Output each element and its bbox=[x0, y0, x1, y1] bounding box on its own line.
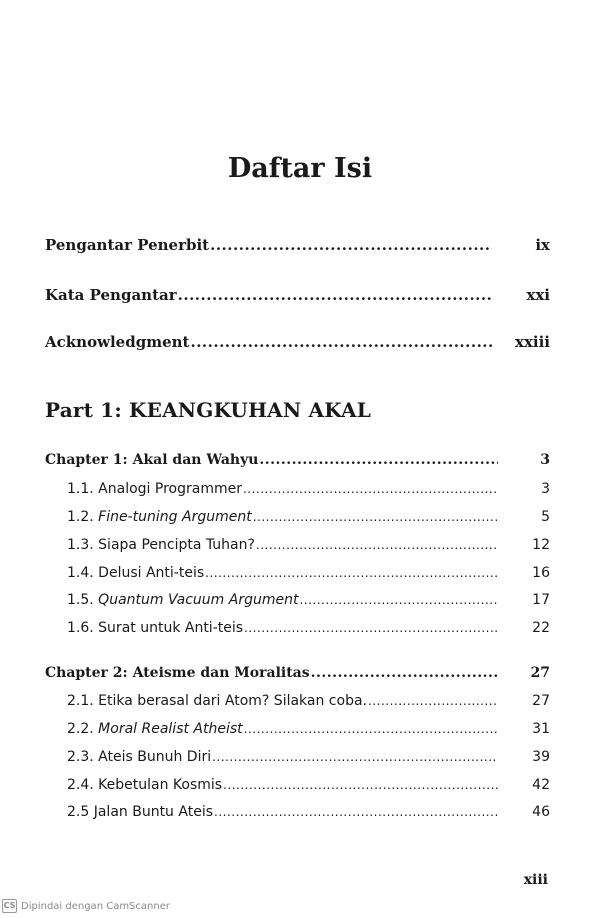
toc-section-title: Jalan Buntu Ateis bbox=[93, 804, 213, 820]
toc-section-2-3 bbox=[67, 749, 550, 765]
dot-leader bbox=[243, 482, 498, 496]
toc-entry-page: ix bbox=[535, 236, 550, 254]
toc-section-number: 2.5 bbox=[67, 804, 90, 820]
toc-section-1-1 bbox=[67, 481, 550, 497]
toc-section-2-1 bbox=[67, 693, 550, 709]
toc-section-title: Etika berasal dari Atom? Silakan coba. bbox=[98, 693, 367, 709]
dot-leader bbox=[178, 286, 492, 304]
toc-entry-label: Acknowledgment bbox=[45, 333, 190, 351]
toc-entry-pengantar-penerbit bbox=[45, 236, 550, 254]
dot-leader bbox=[223, 778, 498, 792]
toc-entry-label: Pengantar Penerbit bbox=[45, 236, 210, 254]
dot-leader bbox=[244, 621, 498, 635]
toc-section-page: 12 bbox=[532, 537, 550, 553]
toc-section-label bbox=[67, 721, 243, 737]
toc-section-page: 3 bbox=[541, 481, 550, 497]
toc-section-title: Quantum Vacuum Argument bbox=[98, 592, 299, 608]
page-title: Daftar Isi bbox=[227, 153, 373, 184]
toc-section-number: 2.3. bbox=[67, 749, 94, 765]
dot-leader bbox=[244, 722, 498, 736]
toc-entry-label: Kata Pengantar bbox=[45, 286, 177, 304]
toc-entry-acknowledgment bbox=[45, 333, 550, 351]
toc-section-label bbox=[67, 537, 255, 553]
dot-leader bbox=[214, 805, 498, 819]
toc-entry-page: xxi bbox=[526, 286, 550, 304]
toc-section-1-6 bbox=[67, 620, 550, 636]
toc-entry-page: xxiii bbox=[515, 333, 550, 351]
toc-section-number: 2.4. bbox=[67, 777, 94, 793]
dot-leader bbox=[256, 538, 498, 552]
toc-section-title: Delusi Anti-teis bbox=[98, 565, 205, 581]
camscanner-logo-icon: CS bbox=[2, 899, 17, 913]
toc-section-page: 42 bbox=[532, 777, 550, 793]
toc-section-label bbox=[67, 592, 298, 608]
toc-section-page: 22 bbox=[532, 620, 550, 636]
toc-chapter-page: 27 bbox=[530, 665, 550, 681]
dot-leader bbox=[259, 452, 498, 468]
toc-entry-kata-pengantar bbox=[45, 286, 550, 304]
dot-leader bbox=[205, 566, 498, 580]
toc-section-title: Siapa Pencipta Tuhan? bbox=[98, 537, 255, 553]
toc-section-number: 1.5. bbox=[67, 592, 94, 608]
toc-section-title: Analogi Programmer bbox=[98, 481, 242, 497]
toc-section-label bbox=[67, 749, 211, 765]
toc-chapter-2 bbox=[45, 665, 550, 681]
toc-section-2-2 bbox=[67, 721, 550, 737]
toc-section-label bbox=[67, 620, 243, 636]
dot-leader bbox=[212, 750, 498, 764]
part-heading: Part 1: KEANGKUHAN AKAL bbox=[45, 398, 372, 422]
toc-chapter-label: Chapter 2: Ateisme dan Moralitas bbox=[45, 665, 310, 681]
toc-section-label bbox=[67, 804, 213, 820]
toc-section-number: 1.4. bbox=[67, 565, 94, 581]
dot-leader bbox=[299, 593, 498, 607]
toc-section-number: 1.2. bbox=[67, 509, 94, 525]
toc-section-page: 5 bbox=[541, 509, 550, 525]
watermark-text: Dipindai dengan CamScanner bbox=[21, 900, 170, 912]
dot-leader bbox=[210, 236, 492, 254]
toc-section-number: 1.1. bbox=[67, 481, 94, 497]
toc-section-page: 16 bbox=[532, 565, 550, 581]
toc-section-2-5 bbox=[67, 804, 550, 820]
toc-chapter-page: 3 bbox=[540, 452, 550, 468]
toc-section-title: Kebetulan Kosmis bbox=[98, 777, 223, 793]
toc-section-label bbox=[67, 481, 242, 497]
toc-section-number: 2.1. bbox=[67, 693, 94, 709]
scanner-watermark bbox=[2, 899, 170, 913]
dot-leader bbox=[368, 694, 498, 708]
dot-leader bbox=[190, 333, 492, 351]
dot-leader bbox=[311, 665, 498, 681]
toc-section-number: 1.3. bbox=[67, 537, 94, 553]
toc-section-1-4 bbox=[67, 565, 550, 581]
toc-section-page: 46 bbox=[532, 804, 550, 820]
toc-section-title: Moral Realist Atheist bbox=[98, 721, 243, 737]
toc-section-page: 17 bbox=[532, 592, 550, 608]
toc-chapter-1 bbox=[45, 452, 550, 468]
toc-section-2-4 bbox=[67, 777, 550, 793]
toc-section-title: Ateis Bunuh Diri bbox=[98, 749, 212, 765]
toc-section-page: 39 bbox=[532, 749, 550, 765]
toc-section-title: Fine-tuning Argument bbox=[98, 509, 252, 525]
toc-section-number: 2.2. bbox=[67, 721, 94, 737]
toc-section-page: 27 bbox=[532, 693, 550, 709]
toc-section-label bbox=[67, 565, 204, 581]
toc-section-page: 31 bbox=[532, 721, 550, 737]
toc-chapter-label: Chapter 1: Akal dan Wahyu bbox=[45, 452, 259, 468]
toc-section-title: Surat untuk Anti-teis bbox=[98, 620, 244, 636]
toc-section-1-2 bbox=[67, 509, 550, 525]
page-folio: xiii bbox=[523, 872, 548, 888]
toc-section-label bbox=[67, 777, 222, 793]
toc-section-number: 1.6. bbox=[67, 620, 94, 636]
toc-section-label bbox=[67, 693, 367, 709]
toc-section-1-3 bbox=[67, 537, 550, 553]
toc-section-label bbox=[67, 509, 252, 525]
dot-leader bbox=[253, 510, 498, 524]
toc-section-1-5 bbox=[67, 592, 550, 608]
